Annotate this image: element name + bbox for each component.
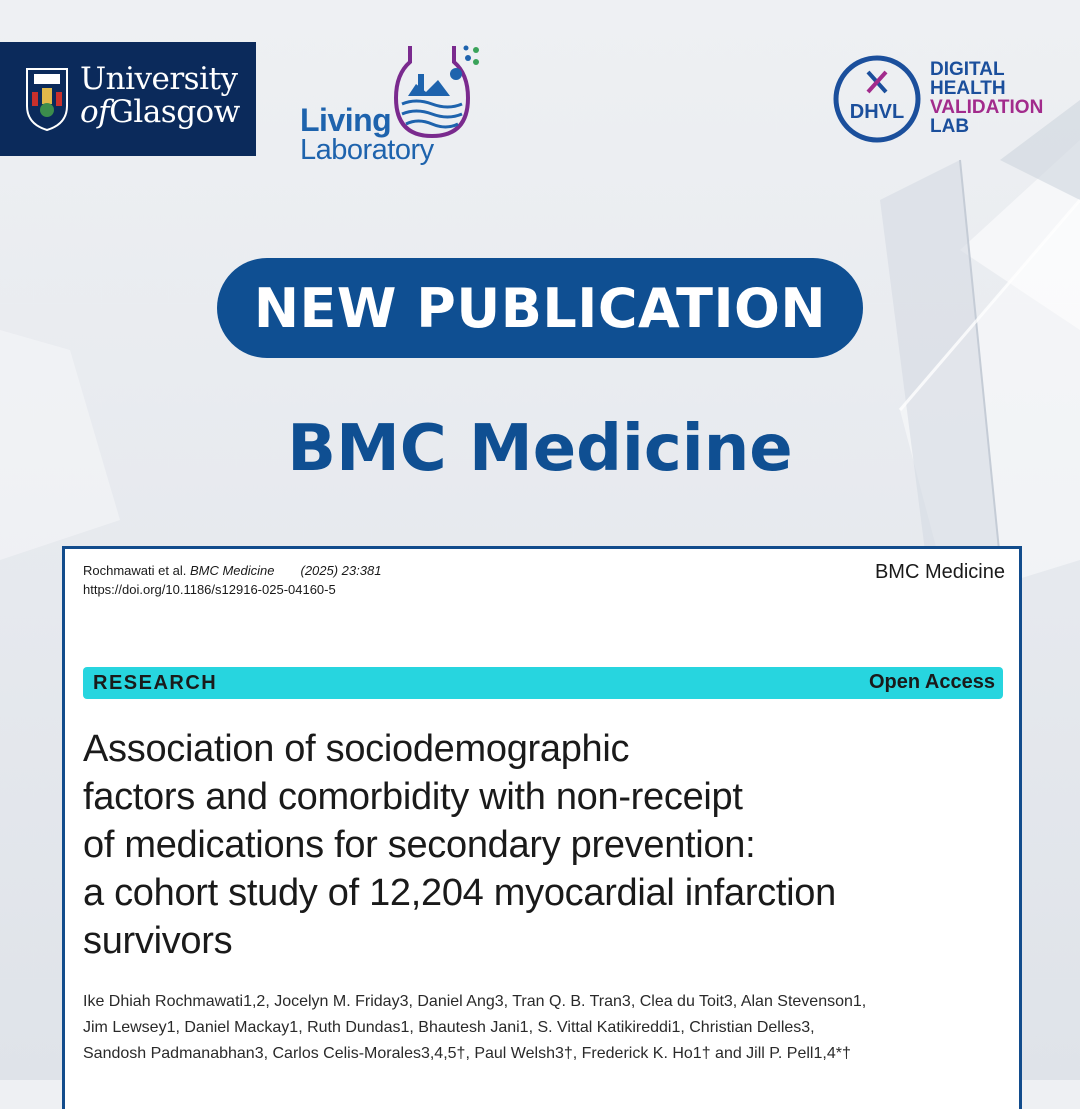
- university-of-glasgow-logo: [0, 42, 256, 156]
- citation-line: [83, 563, 381, 578]
- article-type-band: [83, 667, 1003, 699]
- authors-line: Ike Dhiah Rochmawati1,2, Jocelyn M. Friday3, Daniel Ang3, Tran Q. B. Tran3, Clea du Toit3, Alan Stevenson1,: [83, 993, 867, 1010]
- article-journal-name: BMC Medicine: [874, 561, 1005, 583]
- citation-journal: BMC Medicine: [189, 563, 275, 578]
- uog-of: of: [80, 94, 110, 130]
- authors-line: Sandosh Padmanabhan3, Carlos Celis-Morales3,4,5†, Paul Welsh3†, Frederick K. Ho1† and Jill P. Pell1,4*†: [83, 1045, 851, 1062]
- article-doi: https://doi.org/10.1186/s12916-025-04160-5: [83, 582, 336, 597]
- living-word: Living: [300, 102, 392, 138]
- dhvl-badge-icon: [832, 54, 922, 144]
- article-authors: [83, 989, 1003, 1067]
- uog-crest-icon: [24, 66, 70, 132]
- uog-line-2: [80, 94, 240, 130]
- title-line: survivors: [83, 920, 233, 962]
- article-title: [83, 725, 1003, 965]
- title-line: Association of sociodemographic: [83, 728, 630, 770]
- new-publication-label: NEW PUBLICATION: [253, 276, 827, 340]
- dhvl-badge-text: DHVL: [849, 101, 905, 123]
- article-type-label: RESEARCH: [93, 672, 218, 694]
- article-citation: [83, 561, 381, 599]
- dhvl-line-lab: LAB: [930, 116, 970, 137]
- dhvl-line-digital: DIGITAL: [930, 59, 1005, 80]
- open-access-label: Open Access: [869, 671, 995, 693]
- uog-line-1: University: [80, 61, 238, 97]
- article-preview-card: [62, 546, 1022, 1109]
- living-laboratory-logo: [296, 44, 486, 164]
- new-publication-badge: [217, 258, 863, 358]
- uog-wordmark: [80, 61, 240, 130]
- digital-health-validation-lab-logo: [832, 54, 1062, 144]
- title-line: factors and comorbidity with non-receipt: [83, 776, 743, 818]
- dhvl-line-health: HEALTH: [930, 78, 1006, 99]
- laboratory-word: Laboratory: [300, 134, 434, 166]
- authors-line: Jim Lewsey1, Daniel Mackay1, Ruth Dundas1, Bhautesh Jani1, S. Vittal Katikireddi1, Christian Delles3,: [83, 1019, 815, 1036]
- citation-authors: Rochmawati et al.: [83, 563, 187, 578]
- citation-year: (2025) 23:381: [300, 563, 382, 578]
- dhvl-wordmark: [930, 60, 1043, 136]
- journal-heading: BMC Medicine: [287, 412, 793, 486]
- dhvl-line-validation: VALIDATION: [930, 97, 1044, 118]
- uog-glasgow: Glasgow: [109, 94, 240, 130]
- flask-icon: [392, 44, 482, 144]
- title-line: of medications for secondary prevention:: [83, 824, 756, 866]
- title-line: a cohort study of 12,204 myocardial infarction: [83, 872, 836, 914]
